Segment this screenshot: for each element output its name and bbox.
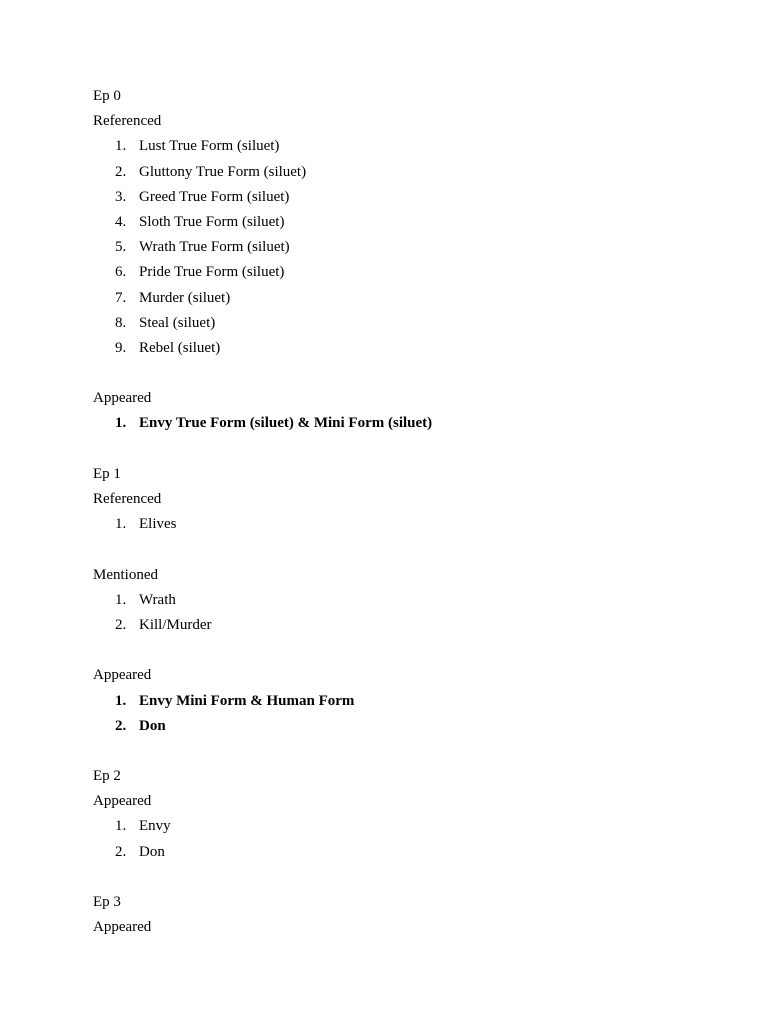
episode-title: Ep 1 <box>93 465 121 482</box>
list-item <box>93 235 768 260</box>
list-item <box>93 160 768 185</box>
list-item-text: Kill/Murder <box>139 616 212 633</box>
list-item <box>93 512 768 537</box>
section-heading: Appeared <box>93 793 152 810</box>
list-item-text: Don <box>139 843 165 860</box>
list-item <box>93 311 768 336</box>
list-number: 2. <box>115 616 127 633</box>
list-item <box>93 134 768 159</box>
episode-title: Ep 3 <box>93 894 121 910</box>
list-number: 5. <box>115 239 127 256</box>
list-number: 7. <box>115 289 127 306</box>
list-number: 1. <box>115 591 127 608</box>
list-item-text: Murder (siluet) <box>139 289 231 306</box>
section-heading: Appeared <box>93 667 152 684</box>
list-item-text: Don <box>139 717 166 734</box>
list-item <box>93 613 768 638</box>
list-number: 1. <box>115 415 127 432</box>
list-number: 2. <box>115 843 127 860</box>
list-number: 3. <box>115 188 127 205</box>
list-item-text: Wrath True Form (siluet) <box>139 239 290 256</box>
section-heading: Appeared <box>93 390 152 407</box>
list-item <box>93 185 768 210</box>
list-item-text: Rebel (siluet) <box>139 339 221 356</box>
blank-line <box>93 361 768 386</box>
list-item <box>93 286 768 311</box>
list-item <box>93 814 768 839</box>
list-item-text: Greed True Form (siluet) <box>139 188 290 205</box>
list-item-text: Elives <box>139 516 177 533</box>
section-heading: Appeared <box>93 919 152 936</box>
list-item-text: Wrath <box>139 591 176 608</box>
list-item <box>93 411 768 436</box>
list-item-text: Pride True Form (siluet) <box>139 264 285 281</box>
list-number: 9. <box>115 339 127 356</box>
list-item-text: Steal (siluet) <box>139 314 216 331</box>
blank-line <box>93 537 768 562</box>
list-number: 8. <box>115 314 127 331</box>
list-number: 2. <box>115 163 127 180</box>
section-heading: Mentioned <box>93 566 158 583</box>
list-item-text: Gluttony True Form (siluet) <box>139 163 307 180</box>
list-item <box>93 210 768 235</box>
blank-line <box>93 437 768 462</box>
section-heading: Referenced <box>93 113 162 130</box>
list-item <box>93 260 768 285</box>
list-item-text: Lust True Form (siluet) <box>139 138 280 155</box>
list-number: 1. <box>115 818 127 835</box>
section-heading: Referenced <box>93 491 162 507</box>
list-item-text: Envy <box>139 818 171 835</box>
list-number: 1. <box>115 516 127 533</box>
blank-line <box>93 865 768 890</box>
list-item <box>93 588 768 613</box>
blank-line <box>93 739 768 764</box>
list-number: 2. <box>115 717 127 734</box>
list-item <box>93 689 768 714</box>
list-item <box>93 714 768 739</box>
list-item-text: Envy Mini Form & Human Form <box>139 692 355 709</box>
list-item-text: Envy True Form (siluet) & Mini Form (siluet) <box>139 415 433 432</box>
list-number: 1. <box>115 138 127 155</box>
list-item <box>93 336 768 361</box>
episode-title: Ep 0 <box>93 88 121 104</box>
list-number: 1. <box>115 692 127 709</box>
list-number: 6. <box>115 264 127 281</box>
list-item-text: Sloth True Form (siluet) <box>139 213 285 230</box>
blank-line <box>93 638 768 663</box>
episode-title: Ep 2 <box>93 768 121 785</box>
list-item <box>93 840 768 865</box>
list-number: 4. <box>115 213 127 230</box>
